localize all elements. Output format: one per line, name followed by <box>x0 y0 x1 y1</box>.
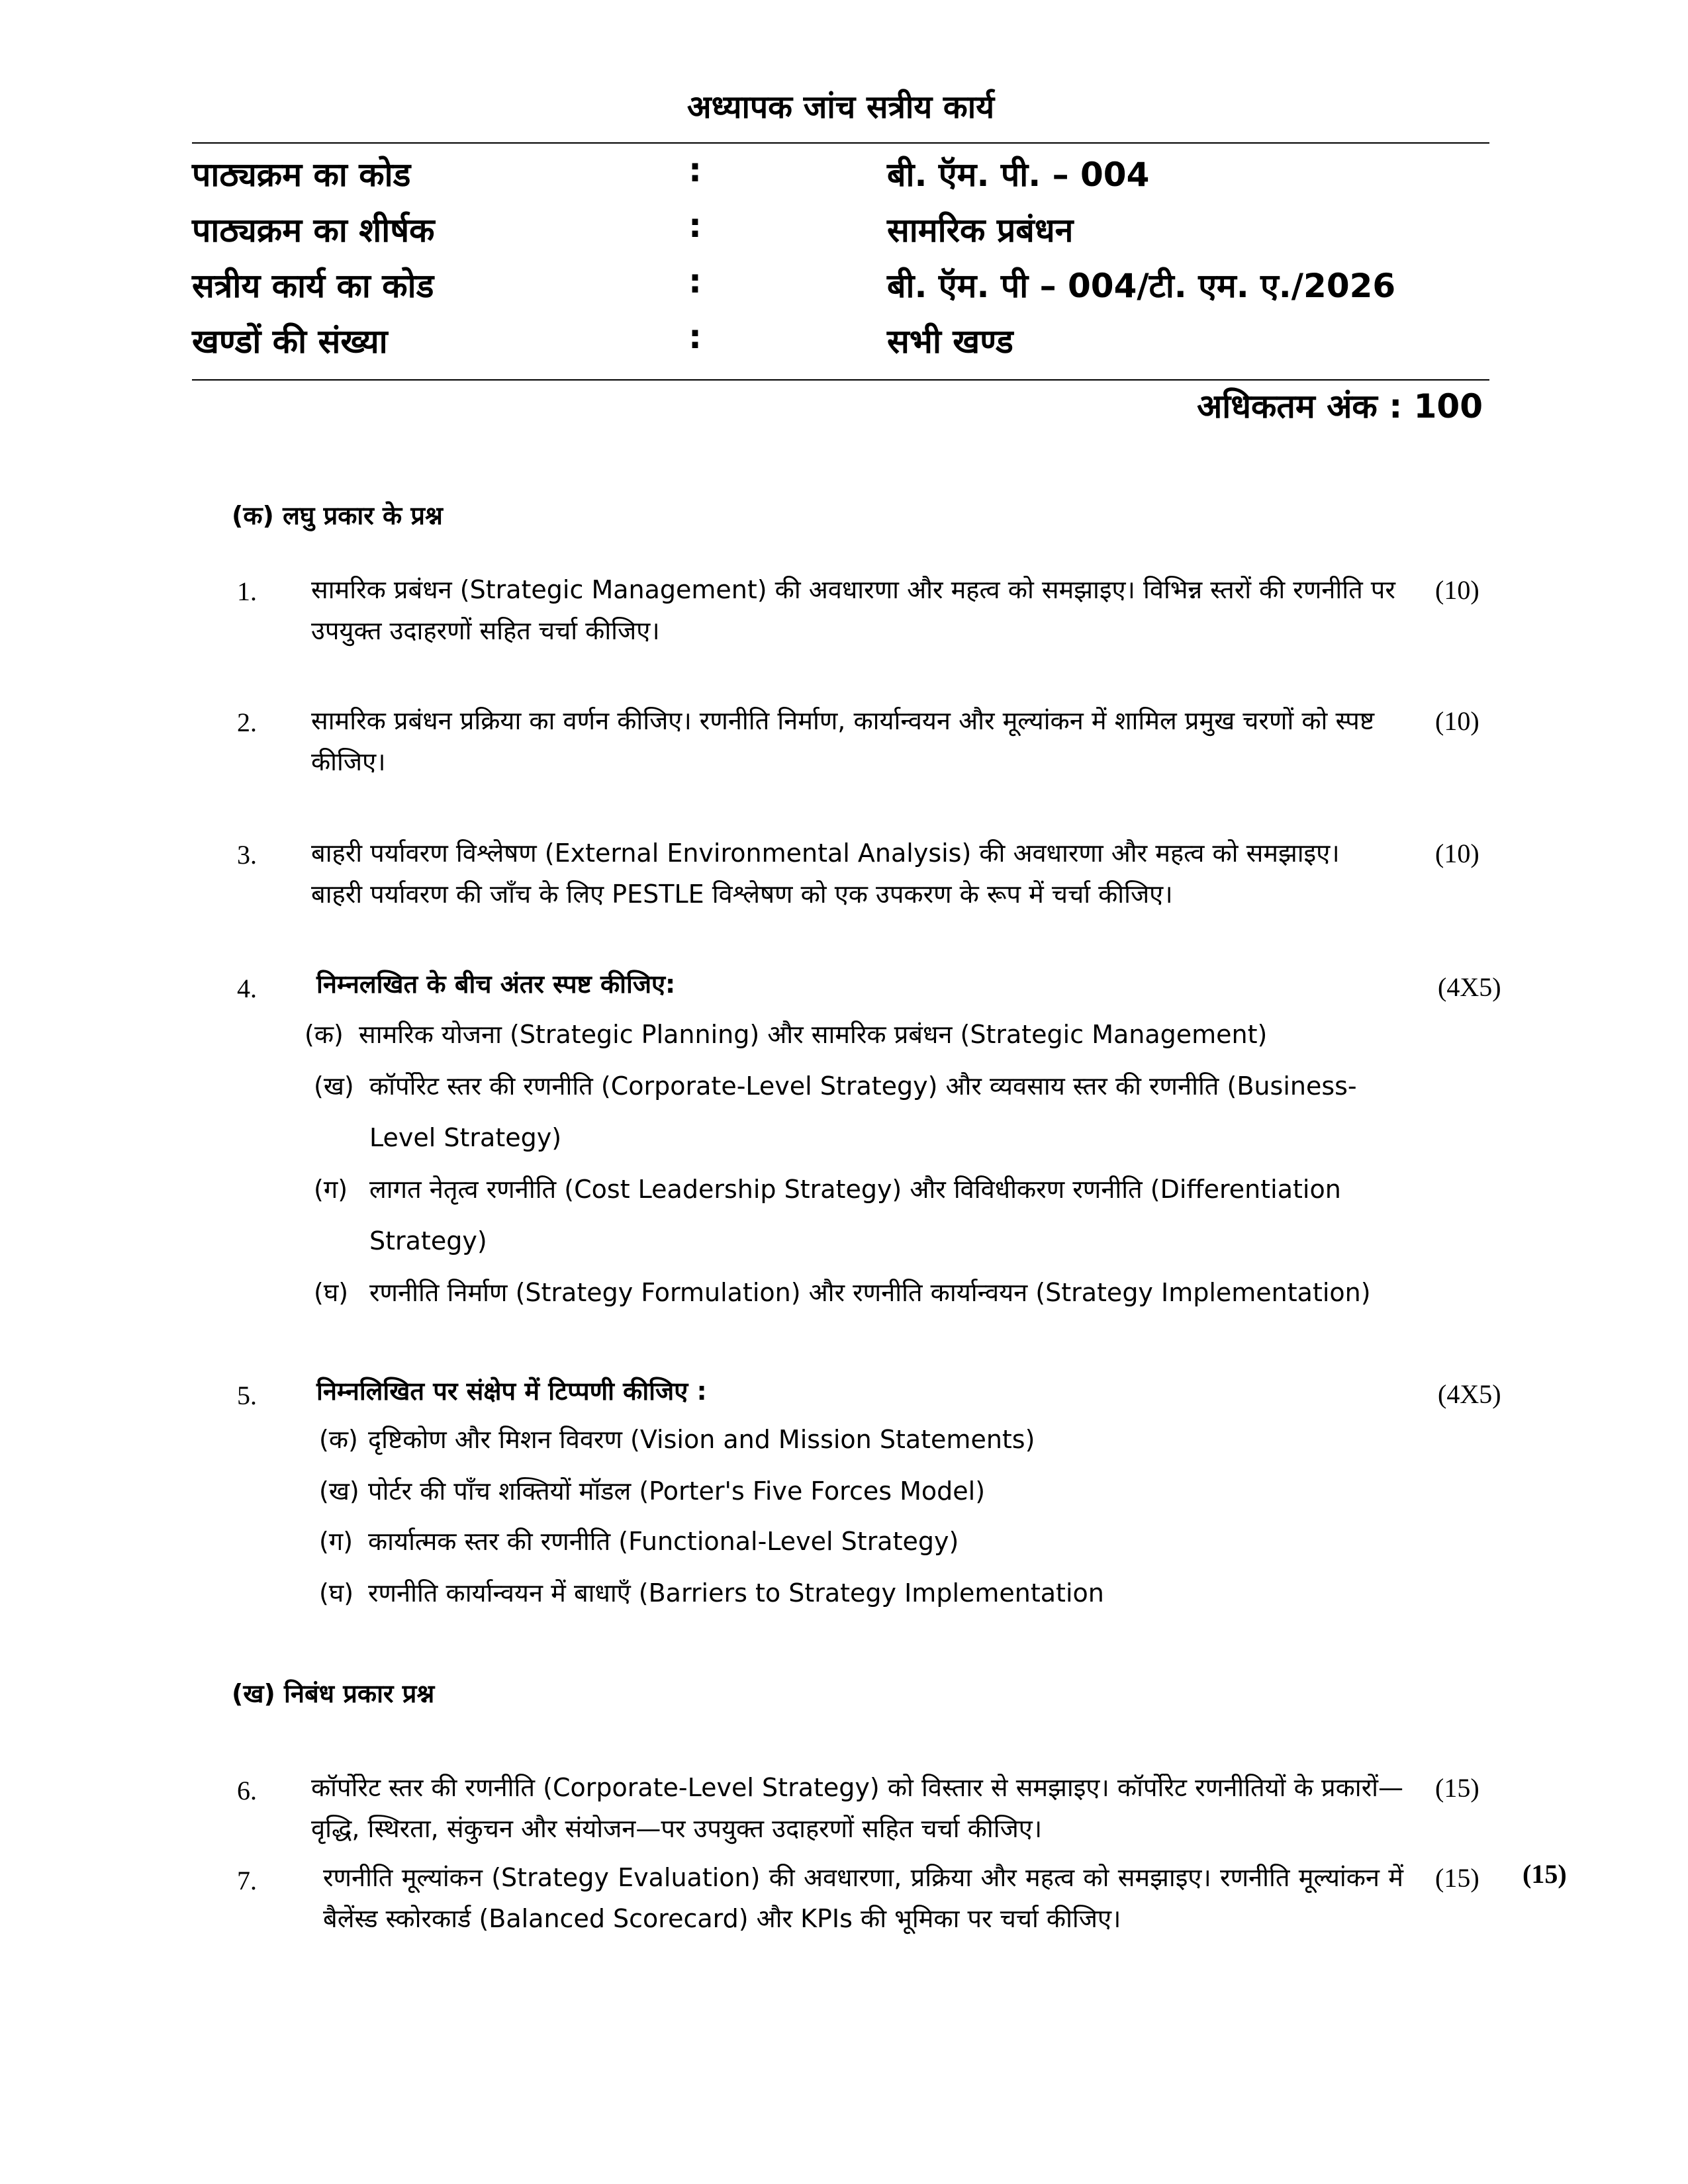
question-text: बाहरी पर्यावरण विश्लेषण (External Environmental Analysis) की अवधारणा और महत्व को समझाइए। बाहरी पर्यावरण की जाँच के लिए PESTLE विश्लेषण को एक उपकरण के रूप में चर्चा कीजिए। <box>311 839 1340 909</box>
section-a-heading: (क) लघु प्रकार के प्रश्न <box>232 501 443 530</box>
section-b-heading: (ख) निबंध प्रकार प्रश्न <box>232 1679 435 1708</box>
question-marks: (10) <box>1435 839 1479 868</box>
info-colon: : <box>688 151 702 189</box>
info-colon: : <box>688 262 702 300</box>
question-text: सामरिक प्रबंधन (Strategic Management) की अवधारणा और महत्व को समझाइए। विभिन्न स्तरों की रणनीति पर उपयुक्त उदाहरणों सहित चर्चा कीजिए। <box>311 575 1395 645</box>
info-row-course-title <box>192 206 1489 259</box>
sub-item-label: (क) <box>305 1020 344 1049</box>
sub-item-text: लागत नेतृत्व रणनीति (Cost Leadership Strategy) और विविधीकरण रणनीति (Differentiation Strategy) <box>369 1175 1341 1255</box>
question-marks: (15) <box>1435 1863 1479 1893</box>
question-marks: (10) <box>1435 575 1479 605</box>
info-label: खण्डों की संख्या <box>192 322 388 361</box>
question-number: 6. <box>237 1776 257 1805</box>
page-title: अध्यापक जांच सत्रीय कार्य <box>686 89 995 126</box>
sub-item-label: (ग) <box>319 1527 353 1556</box>
question-number: 4. <box>237 974 257 1003</box>
sub-item-label: (घ) <box>314 1278 349 1307</box>
sub-item-label: (ख) <box>319 1477 359 1506</box>
info-row-course-code <box>192 151 1489 204</box>
info-label: सत्रीय कार्य का कोड <box>192 267 434 305</box>
sub-item-label: (घ) <box>319 1578 354 1608</box>
header-bottom-rule <box>192 379 1489 381</box>
question-number: 7. <box>237 1866 257 1895</box>
question-text: रणनीति मूल्यांकन (Strategy Evaluation) की अवधारणा, प्रक्रिया और महत्व को समझाइए। रणनीति मूल्यांकन में बैलेंस्ड स्कोरकार्ड (Balanced Scorecard) और KPIs की भूमिका पर चर्चा कीजिए। <box>323 1863 1403 1933</box>
question-number: 5. <box>237 1381 257 1410</box>
question-marks: (10) <box>1435 706 1479 736</box>
sub-item-text: पोर्टर की पाँच शक्तियों मॉडल (Porter's Five Forces Model) <box>368 1477 986 1506</box>
question-extra-marks: (15) <box>1523 1859 1567 1889</box>
question-text: सामरिक प्रबंधन प्रक्रिया का वर्णन कीजिए। रणनीति निर्माण, कार्यान्वयन और मूल्यांकन में शामिल प्रमुख चरणों को स्पष्ट कीजिए। <box>311 706 1375 776</box>
sub-item-label: (ख) <box>314 1071 354 1101</box>
question-marks: (4X5) <box>1438 972 1501 1002</box>
info-label: पाठ्यक्रम का शीर्षक <box>192 211 435 250</box>
question-heading: निम्नलखित के बीच अंतर स्पष्ट कीजिए: <box>316 970 676 999</box>
sub-item-text: रणनीति निर्माण (Strategy Formulation) और रणनीति कार्यान्वयन (Strategy Implementation) <box>369 1278 1371 1307</box>
question-marks: (4X5) <box>1438 1379 1501 1409</box>
info-row-blocks <box>192 318 1489 371</box>
info-value: बी. ऍम. पी – 004/टी. एम. ए./2026 <box>887 267 1396 305</box>
sub-item-text: कॉर्पोरेट स्तर की रणनीति (Corporate-Level Strategy) और व्यवसाय स्तर की रणनीति (Business-Level Strategy) <box>369 1071 1357 1152</box>
info-value: सामरिक प्रबंधन <box>887 211 1074 250</box>
info-row-assignment-code <box>192 262 1489 315</box>
question-text: कॉर्पोरेट स्तर की रणनीति (Corporate-Level Strategy) को विस्तार से समझाइए। कॉर्पोरेट रणनीतियों के प्रकारों—वृद्धि, स्थिरता, संकुचन और संयोजन—पर उपयुक्त उदाहरणों सहित चर्चा कीजिए। <box>311 1773 1403 1843</box>
sub-item-label: (ग) <box>314 1175 348 1204</box>
info-value: सभी खण्ड <box>887 322 1013 361</box>
info-colon: : <box>688 206 702 245</box>
sub-item-text: कार्यात्मक स्तर की रणनीति (Functional-Level Strategy) <box>368 1527 959 1556</box>
info-colon: : <box>688 318 702 356</box>
info-value: बी. ऍम. पी. – 004 <box>887 156 1150 194</box>
question-number: 3. <box>237 840 257 870</box>
sub-item-text: दृष्टिकोण और मिशन विवरण (Vision and Mission Statements) <box>368 1425 1035 1454</box>
question-number: 1. <box>237 576 257 606</box>
sub-item-text: सामरिक योजना (Strategic Planning) और सामरिक प्रबंधन (Strategic Management) <box>359 1020 1268 1049</box>
info-label: पाठ्यक्रम का कोड <box>192 156 411 194</box>
sub-item-label: (क) <box>319 1425 358 1454</box>
question-number: 2. <box>237 707 257 737</box>
question-heading: निम्नलिखित पर संक्षेप में टिप्पणी कीजिए : <box>316 1377 707 1406</box>
header-top-rule <box>192 142 1489 144</box>
question-marks: (15) <box>1435 1773 1479 1803</box>
sub-item-text: रणनीति कार्यान्वयन में बाधाएँ (Barriers to Strategy Implementation <box>368 1578 1104 1608</box>
max-marks: अधिकतम अंक : 100 <box>1197 387 1483 426</box>
